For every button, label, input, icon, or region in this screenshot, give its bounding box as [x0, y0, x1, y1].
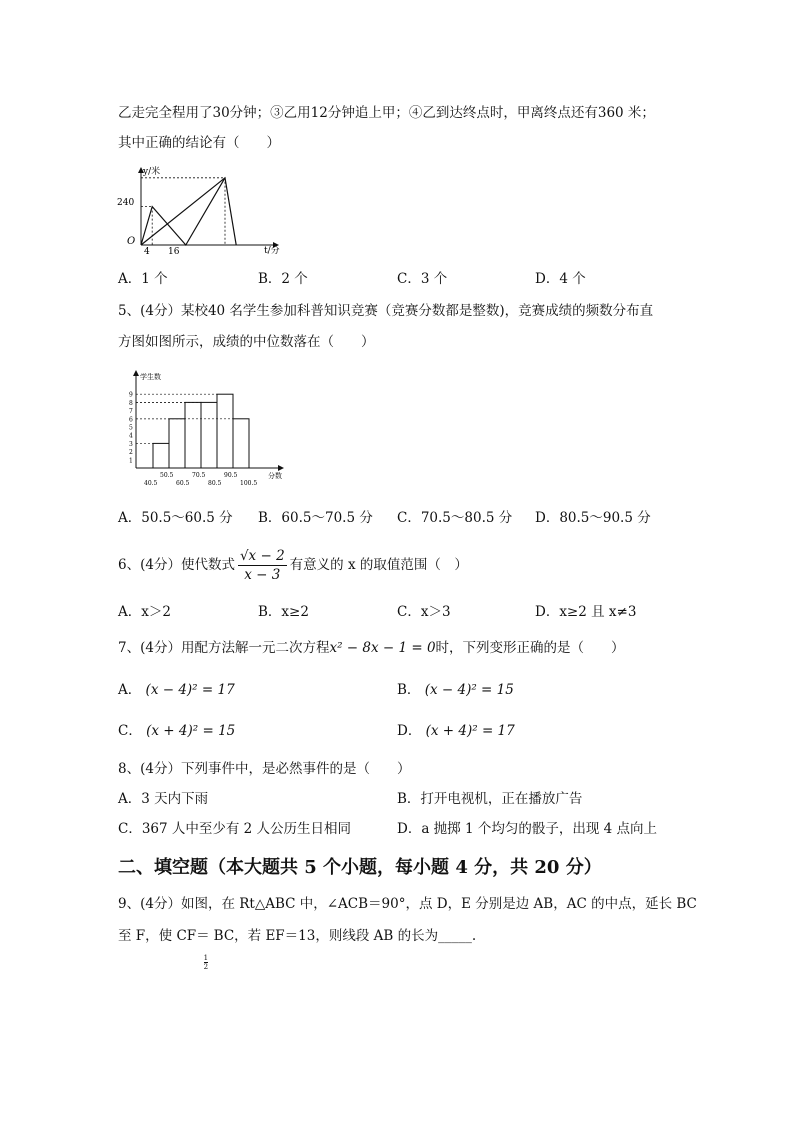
- q5-xtick-50.5: 50.5: [160, 472, 174, 479]
- section2-title: 二、填空题（本大题共 5 个小题，每小题 4 分，共 20 分）: [118, 857, 602, 878]
- q4-line2: 其中正确的结论有（ ）: [118, 135, 280, 151]
- q6-option-b[interactable]: B．x≥2: [258, 604, 309, 620]
- q4-graph-ylabel: y/米: [143, 167, 161, 177]
- q4-graph-xlabel: t/分: [264, 246, 280, 255]
- q5-ytick-5: 5: [129, 424, 133, 432]
- q4-option-c[interactable]: C．3 个: [397, 271, 448, 287]
- q5-bar-0: [153, 443, 169, 468]
- q6-suffix: 有意义的 x 的取值范围（ ）: [289, 557, 468, 573]
- q6-option-a[interactable]: A．x＞2: [118, 604, 171, 620]
- q5-line1: 5、(4分）某校40 名学生参加科普知识竞赛（竞赛分数都是整数)，竞赛成绩的频数分布直: [118, 303, 654, 319]
- q6-prefix: 6、(4分）使代数式: [118, 557, 235, 573]
- q9-frac-den: 2: [203, 963, 209, 971]
- q7-option-d-expr: (x + 4)² = 17: [425, 723, 515, 739]
- q9-fraction: [204, 954, 208, 971]
- q9-line1: 9、(4分）如图，在 Rt△ABC 中，∠ACB＝90°，点 D，E 分别是边 AB，AC 的中点，延长 BC: [118, 896, 697, 912]
- q5-xlabel: 分数: [268, 472, 282, 480]
- q4-graph-xtick-16: 16: [168, 247, 180, 255]
- q5-ytick-9: 9: [129, 391, 133, 399]
- q5-bar-2: [185, 402, 201, 468]
- q9-line2: [118, 927, 477, 971]
- q4-option-a[interactable]: A．1 个: [118, 271, 168, 287]
- q5-option-a[interactable]: A．50.5～60.5 分: [118, 510, 233, 526]
- q7-option-a[interactable]: [118, 681, 235, 699]
- q5-ytick-1: 1: [129, 457, 133, 465]
- q4-graph-origin: O: [127, 236, 136, 247]
- q5-bar-1: [169, 419, 185, 468]
- q5-ytick-7: 7: [129, 408, 133, 416]
- q5-xtick-100.5: 100.5: [240, 480, 258, 487]
- q8-option-b[interactable]: B．打开电视机，正在播放广告: [397, 791, 583, 807]
- q9-line2-end: BC，若 EF＝13，则线段 AB 的长为_____.: [213, 928, 477, 944]
- q4-line1: 乙走完全程用了30分钟；③乙用12分钟追上甲；④乙到达终点时，甲离终点还有360 米；: [118, 105, 655, 121]
- q7-option-d[interactable]: [397, 722, 515, 740]
- q5-bar-3: [201, 402, 217, 468]
- q5-bar-5: [233, 419, 249, 468]
- q6-fraction: [238, 547, 287, 584]
- q4-graph-ytick-240: 240: [117, 198, 135, 208]
- q7-option-b[interactable]: [397, 681, 514, 699]
- q6-denominator: x − 3: [244, 566, 281, 583]
- q7-option-c-expr: (x + 4)² = 15: [146, 723, 236, 739]
- q5-xtick-60.5: 60.5: [176, 480, 190, 487]
- q5-ytick-3: 3: [129, 440, 133, 448]
- q5-option-b[interactable]: B．60.5～70.5 分: [258, 510, 373, 526]
- q5-histogram: [118, 368, 298, 493]
- q8-stem: 8、(4分）下列事件中，是必然事件的是（ ）: [118, 761, 411, 777]
- q7-equation: x² − 8x − 1 = 0: [329, 640, 436, 656]
- q5-option-d[interactable]: D．80.5～90.5 分: [535, 510, 651, 526]
- q5-y-arrow: [133, 370, 139, 376]
- q7-option-a-expr: (x − 4)² = 17: [145, 682, 235, 698]
- q8-option-c[interactable]: C．367 人中至少有 2 人公历生日相同: [118, 821, 352, 837]
- q7-prefix: 7、(4分）用配方法解一元二次方程: [118, 640, 330, 656]
- q6-numerator: √x − 2: [239, 547, 285, 564]
- q8-option-d[interactable]: D．a 抛掷 1 个均匀的骰子，出现 4 点向上: [397, 821, 658, 837]
- q7-option-a-label: A．: [118, 682, 142, 698]
- q4-graph-xtick-4: 4: [144, 247, 150, 255]
- q5-ytick-2: 2: [129, 449, 133, 457]
- q7-option-c[interactable]: [118, 722, 235, 740]
- q6-option-d[interactable]: D．x≥2 且 x≠3: [535, 604, 637, 620]
- q6-option-c[interactable]: C．x＞3: [397, 604, 451, 620]
- q5-x-arrow: [278, 465, 284, 471]
- q5-xtick-90.5: 90.5: [224, 472, 238, 479]
- q5-option-c[interactable]: C．70.5～80.5 分: [397, 510, 513, 526]
- q5-ylabel: 学生数: [140, 373, 161, 381]
- q5-xtick-70.5: 70.5: [192, 472, 206, 479]
- q9-frac-num: 1: [203, 954, 209, 962]
- q9-line2-start: 至 F，使 CF＝: [118, 928, 210, 944]
- q5-ytick-4: 4: [129, 432, 133, 440]
- q5-line2: 方图如图所示，成绩的中位数落在（ ）: [118, 334, 375, 350]
- q7-suffix: 时，下列变形正确的是（ ）: [435, 640, 625, 656]
- q5-xtick-80.5: 80.5: [208, 480, 222, 487]
- q4-graph: [113, 165, 293, 255]
- q5-ytick-8: 8: [129, 399, 133, 407]
- q6-stem: [118, 546, 468, 584]
- q4-option-d[interactable]: D．4 个: [535, 271, 586, 287]
- q5-xtick-40.5: 40.5: [144, 480, 158, 487]
- q4-series-1: [141, 178, 236, 245]
- q7-option-b-expr: (x − 4)² = 15: [424, 682, 514, 698]
- q4-option-b[interactable]: B．2 个: [258, 271, 308, 287]
- q7-option-b-label: B．: [397, 682, 421, 698]
- q8-option-a[interactable]: A．3 天内下雨: [118, 791, 209, 807]
- q7-stem: [118, 639, 625, 657]
- q7-option-d-label: D．: [397, 723, 422, 739]
- q5-bar-4: [217, 394, 233, 468]
- q5-ytick-6: 6: [129, 416, 133, 424]
- q7-option-c-label: C．: [118, 723, 142, 739]
